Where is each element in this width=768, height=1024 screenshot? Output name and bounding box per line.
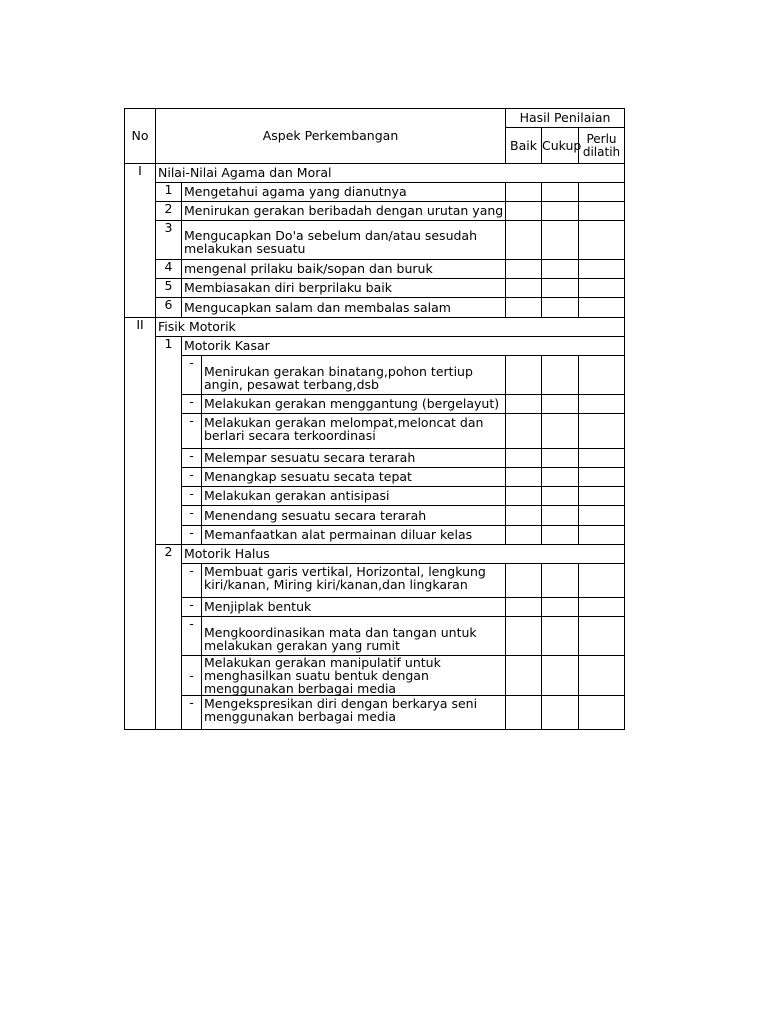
item-dash: - [182,564,202,598]
table-row [125,298,625,318]
empty-cell [156,656,182,696]
item-text: Melempar sesuatu secara terarah [202,449,506,468]
empty-cell [156,526,182,545]
score-cukup-cell[interactable] [542,526,579,545]
table-row [125,221,625,260]
item-text: Melakukan gerakan menggantung (bergelayut) [202,395,506,414]
item-text: Membiasakan diri berprilaku baik [182,279,506,298]
table-row [125,696,625,730]
empty-cell [156,414,182,449]
item-text: Melakukan gerakan manipulatif untuk menghasilkan suatu bentuk dengan menggunakan berbagai media [202,656,506,696]
item-number: 4 [156,260,182,279]
score-baik-cell[interactable] [506,617,542,656]
table-row [125,506,625,526]
score-cukup-cell[interactable] [542,414,579,449]
table-row [125,487,625,506]
score-baik-cell[interactable] [506,356,542,395]
score-baik-cell[interactable] [506,202,542,221]
item-dash: - [182,656,202,696]
score-perlu-cell[interactable] [579,260,625,279]
table-row [125,468,625,487]
table-row [125,414,625,449]
item-dash: - [182,449,202,468]
score-cukup-cell[interactable] [542,656,579,696]
score-baik-cell[interactable] [506,696,542,730]
score-perlu-cell[interactable] [579,414,625,449]
score-cukup-cell[interactable] [542,617,579,656]
table-row [125,656,625,696]
item-text: Melakukan gerakan melompat,meloncat dan berlari secara terkoordinasi [202,414,506,449]
score-perlu-cell[interactable] [579,487,625,506]
item-text: Mengkoordinasikan mata dan tangan untuk melakukan gerakan yang rumit [202,617,506,656]
section-1-number: I [125,164,156,318]
item-text: Menendang sesuatu secara terarah [202,506,506,526]
header-no: No [125,109,156,164]
section-2-title: Fisik Motorik [156,318,625,337]
score-baik-cell[interactable] [506,449,542,468]
score-cukup-cell[interactable] [542,506,579,526]
item-text: Menangkap sesuatu secata tepat [202,468,506,487]
header-baik: Baik [506,128,542,164]
score-baik-cell[interactable] [506,487,542,506]
score-cukup-cell[interactable] [542,202,579,221]
score-perlu-cell[interactable] [579,356,625,395]
item-text: mengenal prilaku baik/sopan dan buruk [182,260,506,279]
score-cukup-cell[interactable] [542,221,579,260]
section-2-number: II [125,318,156,730]
item-number: 2 [156,202,182,221]
score-baik-cell[interactable] [506,506,542,526]
score-baik-cell[interactable] [506,598,542,617]
score-cukup-cell[interactable] [542,449,579,468]
score-cukup-cell[interactable] [542,487,579,506]
item-number: 3 [156,221,182,260]
score-cukup-cell[interactable] [542,598,579,617]
table-row [125,202,625,221]
table-row [125,183,625,202]
item-dash: - [182,506,202,526]
table-row [125,260,625,279]
assessment-table [124,108,625,730]
table-row [125,564,625,598]
item-text: Melakukan gerakan antisipasi [202,487,506,506]
header-cukup: Cukup [542,128,579,164]
item-text: Memanfaatkan alat permainan diluar kelas [202,526,506,545]
empty-cell [156,696,182,730]
score-perlu-cell[interactable] [579,183,625,202]
table-row [125,356,625,395]
table-row [125,526,625,545]
item-dash: - [182,468,202,487]
item-text: Membuat garis vertikal, Horizontal, lengkung kiri/kanan, Miring kiri/kanan,dan lingkaran [202,564,506,598]
score-cukup-cell[interactable] [542,395,579,414]
score-baik-cell[interactable] [506,221,542,260]
item-number: 5 [156,279,182,298]
score-baik-cell[interactable] [506,656,542,696]
item-dash: - [182,598,202,617]
empty-cell [156,395,182,414]
table-row [125,395,625,414]
empty-cell [156,487,182,506]
score-cukup-cell[interactable] [542,298,579,318]
score-baik-cell[interactable] [506,468,542,487]
score-baik-cell[interactable] [506,260,542,279]
score-perlu-cell[interactable] [579,526,625,545]
empty-cell [156,506,182,526]
score-perlu-cell[interactable] [579,696,625,730]
score-perlu-cell[interactable] [579,598,625,617]
score-cukup-cell[interactable] [542,564,579,598]
table-row [125,279,625,298]
table-row [125,449,625,468]
score-cukup-cell[interactable] [542,279,579,298]
table-row [125,617,625,656]
score-perlu-cell[interactable] [579,449,625,468]
item-text: Menjiplak bentuk [202,598,506,617]
item-dash: - [182,414,202,449]
score-cukup-cell[interactable] [542,356,579,395]
header-perlu-dilatih: Perlu dilatih [579,128,625,164]
table-row [125,598,625,617]
score-perlu-cell[interactable] [579,202,625,221]
subsection-2-title: Motorik Halus [182,545,625,564]
item-dash: - [182,395,202,414]
score-perlu-cell[interactable] [579,221,625,260]
item-dash: - [182,617,202,656]
score-perlu-cell[interactable] [579,298,625,318]
item-dash: - [182,526,202,545]
section-1-title: Nilai-Nilai Agama dan Moral [156,164,625,183]
score-perlu-cell[interactable] [579,506,625,526]
item-dash: - [182,696,202,730]
score-cukup-cell[interactable] [542,183,579,202]
subsection-1-title: Motorik Kasar [182,337,625,356]
item-dash: - [182,487,202,506]
item-text: Mengucapkan salam dan membalas salam [182,298,506,318]
item-text: Mengekspresikan diri dengan berkarya seni menggunakan berbagai media [202,696,506,730]
score-cukup-cell[interactable] [542,260,579,279]
score-baik-cell[interactable] [506,564,542,598]
header-aspek: Aspek Perkembangan [156,109,506,164]
score-perlu-cell[interactable] [579,656,625,696]
subsection-1-number: 1 [156,337,182,356]
empty-cell [156,598,182,617]
score-perlu-cell[interactable] [579,617,625,656]
header-hasil-penilaian: Hasil Penilaian [506,109,625,128]
score-perlu-cell[interactable] [579,468,625,487]
item-number: 1 [156,183,182,202]
score-baik-cell[interactable] [506,414,542,449]
empty-cell [156,449,182,468]
item-text: Mengucapkan Do'a sebelum dan/atau sesudah melakukan sesuatu [182,221,506,260]
item-number: 6 [156,298,182,318]
empty-cell [156,617,182,656]
score-baik-cell[interactable] [506,298,542,318]
empty-cell [156,564,182,598]
score-perlu-cell[interactable] [579,564,625,598]
score-perlu-cell[interactable] [579,279,625,298]
score-perlu-cell[interactable] [579,395,625,414]
subsection-2-number: 2 [156,545,182,564]
empty-cell [156,356,182,395]
item-text: Menirukan gerakan binatang,pohon tertiup angin, pesawat terbang,dsb [202,356,506,395]
score-baik-cell[interactable] [506,279,542,298]
score-cukup-cell[interactable] [542,468,579,487]
empty-cell [156,468,182,487]
score-baik-cell[interactable] [506,526,542,545]
score-baik-cell[interactable] [506,183,542,202]
item-text: Mengetahui agama yang dianutnya [182,183,506,202]
score-cukup-cell[interactable] [542,696,579,730]
item-dash: - [182,356,202,395]
score-baik-cell[interactable] [506,395,542,414]
item-text: Menirukan gerakan beribadah dengan urutan yang [182,202,506,221]
